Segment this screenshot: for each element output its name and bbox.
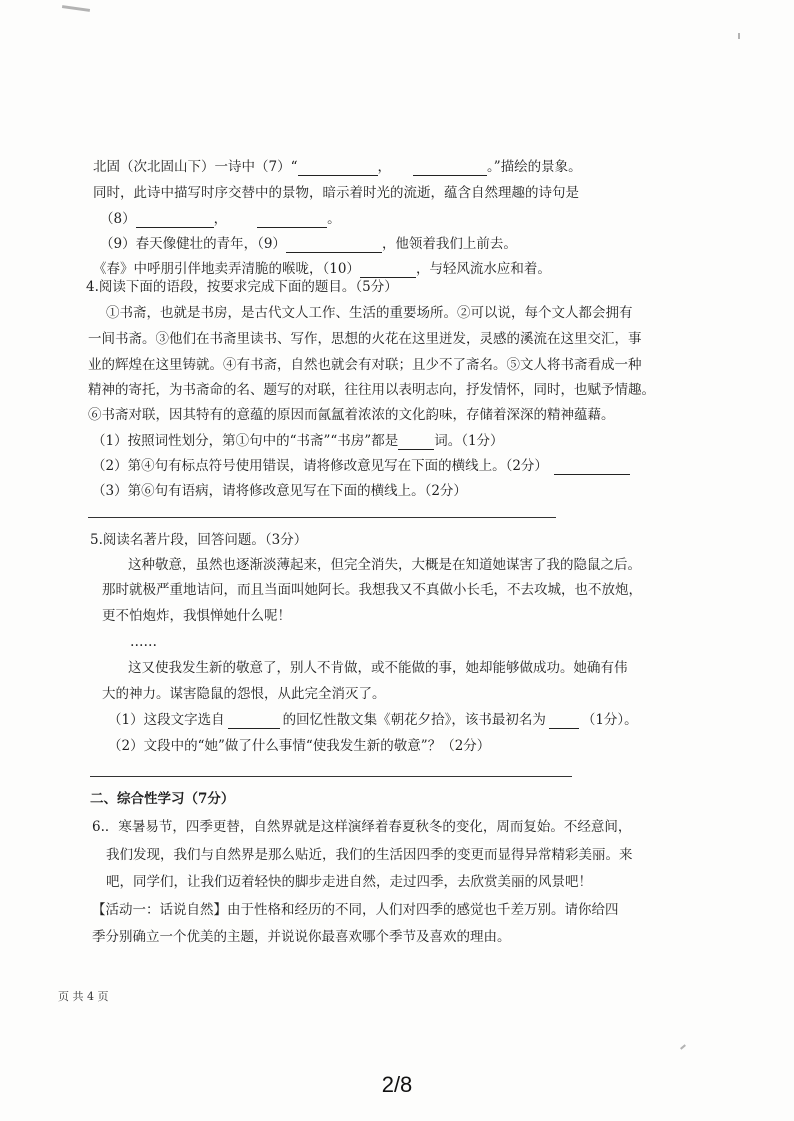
answer-blank-7a[interactable]: [298, 161, 378, 176]
page-footer: 页 共 4 页: [58, 990, 109, 1003]
answer-blank-8b[interactable]: [257, 213, 327, 228]
answer-blank-10[interactable]: [360, 263, 416, 278]
q5-subquestion-1: [108, 711, 638, 729]
q4-sub2-text: （2）第④句有标点符号使用错误，请将修改意见写在下面的横线上。（2分）: [92, 458, 548, 474]
answer-blank-q5-author[interactable]: [228, 714, 280, 729]
answer-blank-q5-original-title[interactable]: [549, 714, 579, 729]
q3-line-3: [100, 210, 341, 228]
q3-line-3-num: （8）: [100, 211, 136, 227]
q3-line-4-prefix: （9）春天像健壮的青年，（9）: [100, 236, 286, 252]
q4-sub1-prefix: （1）按照词性划分，第①句中的“书斋”“书房”都是: [92, 433, 399, 449]
q6-line-3: 吧，同学们，让我们迈着轻快的脚步走进自然，走过四季，去欣赏美丽的风景吧！: [106, 874, 592, 890]
answer-blank-9[interactable]: [286, 238, 382, 253]
answer-blank-q4-2[interactable]: [554, 460, 630, 475]
scan-smudge-top-left: [62, 5, 90, 12]
answer-line-q4-3[interactable]: [88, 517, 556, 518]
q3-line-1-suffix: 。”描绘的景象。: [487, 159, 582, 175]
q3-line-4: [100, 235, 517, 253]
q3-line-3-period: 。: [327, 211, 341, 227]
q4-passage-line-5: ⑥书斋对联，因其特有的意蕴的原因而氤氲着浓浓的文化韵味，存储着深深的精神蕴藉。: [88, 407, 615, 423]
q5-sub1-prefix: （1）这段文字选自: [108, 712, 225, 728]
q5-passage-line-4: 这又使我发生新的敬意了，别人不肯做，或不能做的事，她却能够做成功。她确有伟: [128, 660, 628, 676]
q6-line-2: 我们发现，我们与自然界是那么贴近，我们的生活因四季的变更而显得异常精彩美丽。来: [106, 847, 633, 863]
q5-subquestion-2: （2）文段中的“她”做了什么事情“使我发生新的敬意”？（2分）: [108, 738, 491, 754]
q3-line-2: 同时，此诗中描写时序交替中的景物，暗示着时光的流逝，蕴含自然理趣的诗句是: [93, 185, 579, 201]
q4-title: [86, 278, 398, 296]
q4-title-text: 阅读下面的语段，按要求完成下面的题目。（5分）: [98, 279, 398, 295]
q5-title: 5.阅读名著片段，回答问题。（3分）: [90, 532, 308, 548]
q6-line-1: 6.．寒暑易节，四季更替，自然界就是这样演绎着春夏秋冬的变化，周而复始。不经意间，: [92, 819, 632, 835]
q3-line-3-comma: ，: [213, 211, 228, 227]
q3-line-5-suffix: ，与轻风流水应和着。: [415, 261, 551, 277]
answer-blank-7b[interactable]: [413, 161, 487, 176]
q3-line-1-prefix: 北固（次北固山下）一诗中（7）“: [93, 159, 298, 175]
q4-passage-line-3: 业的辉煌在这里铸就。④有书斋，自然也就会有对联；且少不了斋名。⑤文人将书斋看成一种: [88, 357, 642, 373]
q6-line-5: 季分别确立一个优美的主题，并说说你最喜欢哪个季节及喜欢的理由。: [92, 929, 511, 945]
answer-blank-q4-1[interactable]: [398, 435, 434, 450]
q5-passage-line-3: 更不怕炮炸，我惧惮她什么呢！: [102, 608, 291, 624]
q4-passage-line-2: 一间书斋。③他们在书斋里读书、写作，思想的火花在这里迸发，灵感的溪流在这里交汇，事: [88, 331, 642, 347]
section-2-heading: 二、综合性学习（7分）: [90, 791, 235, 807]
q5-passage-line-1: 这种敬意，虽然也逐渐淡薄起来，但完全消失，大概是在知道她谋害了我的隐鼠之后。: [128, 557, 641, 573]
q5-sub1-middle: 的回忆性散文集《朝花夕拾》，该书最初名为: [282, 712, 546, 728]
q3-line-4-suffix: ，他领着我们上前去。: [381, 236, 517, 252]
q4-subquestion-2: [92, 457, 630, 475]
q4-number: 4.: [86, 279, 99, 295]
q3-line-1-comma: ，: [377, 159, 391, 175]
scan-mark-bottom-right: [680, 1044, 686, 1049]
q4-subquestion-3: （3）第⑥句有语病，请将修改意见写在下面的横线上。（2分）: [92, 483, 467, 499]
q6-line-4: 【活动一：话说自然】由于性格和经历的不同，人们对四季的感觉也千差万别。请你给四: [92, 902, 619, 918]
q5-sub1-suffix: （1分）。: [581, 712, 638, 728]
page-indicator: 2/8: [381, 1072, 413, 1097]
scan-mark-top-right: [738, 33, 740, 39]
answer-blank-8a[interactable]: [136, 213, 214, 228]
q3-line-5-prefix: 《春》中呼朋引伴地卖弄清脆的喉咙，（10）: [93, 261, 360, 277]
q5-passage-line-5: 大的神力。谋害隐鼠的怨恨，从此完全消灭了。: [102, 686, 386, 702]
q4-passage-line-1: ①书斋，也就是书房，是古代文人工作、生活的重要场所。②可以说，每个文人都会拥有: [106, 305, 633, 321]
q5-ellipsis: ……: [130, 634, 157, 650]
q4-passage-line-4: 精神的寄托，为书斋命的名、题写的对联，往往用以表明志向，抒发情怀，同时，也赋予情趣。: [88, 382, 655, 398]
q5-passage-line-2: 那时就极严重地诘问，而且当面叫她阿长。我想我又不真做小长毛，不去攻城，也不放炮，: [102, 582, 642, 598]
q4-sub1-suffix: 词。（1分）: [434, 433, 504, 449]
q3-line-1: [93, 158, 582, 176]
q3-line-5: [93, 260, 551, 278]
answer-line-q5-2[interactable]: [90, 776, 572, 777]
q4-subquestion-1: [92, 432, 504, 450]
